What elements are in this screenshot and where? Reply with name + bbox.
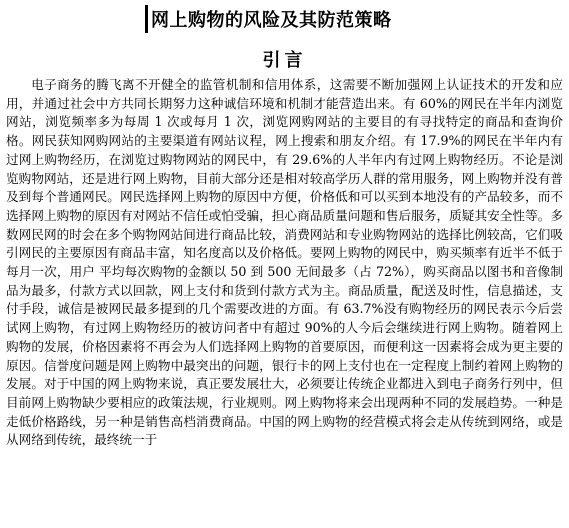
body-paragraph: 电子商务的腾飞离不开健全的监管机制和信用体系，这需要不断加强网上认证技术的开发和应用，并通过社会中方共同长期努力这种诚信环境和机制才能营造出来。有 60%的网民在半年内浏览网站，浏览频率多为每周 1 次或每月 1 次，浏览网购网站的主要目的有寻找特定的商品和查询价格。网民获知网购网站的主要渠道有网站议程，网上搜索和朋友介绍。有 17.9%的网民在半年内有过网上购物经历，在浏览过购物网站的网民中，有 29.6%的人半年内有过网上购物经历。不论是浏览购物网站，还是进行网上购物，目前大部分还是相对较高学历人群的常用服务，网上购物并没有普及到每个普通网民。网民选择网上购物的原因中方便，价格低和可以买到本地没有的产品较多，而不选择网上购物的原因有对网站不信任或怕受骗，担心商品质量问题和售后服务，质疑其安全性等。多数网民网的时会在多个购物网站间进行商品比较，消费网站和专业购物网站的选择比例较高，它们吸引网民的主要原因有商品丰富，知名度高以及价格低。要网上购物的网民中，购买频率有近半不低于每月一次，用户 平均每次购物的金额以 50 到 500 无间最多（占 72%），购买商品以图书和音像制品为最多，付款方式以回款，网上支付和货到付款方式为主。商品质量，配送及时性，信息描述，支付手段，诚信是被网民最多提到的几个需要改进的方面。有 63.7%没有购物经历的网民表示今后尝试网上购物，有过网上购物经历的被访问者中有超过 90%的人今后会继续进行网上购物。随着网上购物的发展，价格因素将不再会为人们选择网上购物的首要原因，而便利这一因素将会成为更主要的原因。信誉度问题是网上购物中最突出的问题，银行卡的网上支付也在一定程度上制约着网上购物的发展。对于中国的网上购物来说，真正要发展壮大，必须要让传统企业都进入到电子商务行列中，但目前网上购物缺少要相应的政策法规，行业规则。网上购物将来会出现两种不同的发展趋势。一种是走低价格路线，另一种是销售高档消费商品。中国的网上购物的经营模式将会走从传统到网络，或是从网络到传统，最终统一于: [6, 77, 563, 448]
document-title: 网上购物的风险及其防范策略: [151, 10, 392, 31]
section-heading: 引言: [262, 50, 307, 71]
title-bar-marker: [145, 5, 148, 33]
title-block: [145, 4, 392, 34]
